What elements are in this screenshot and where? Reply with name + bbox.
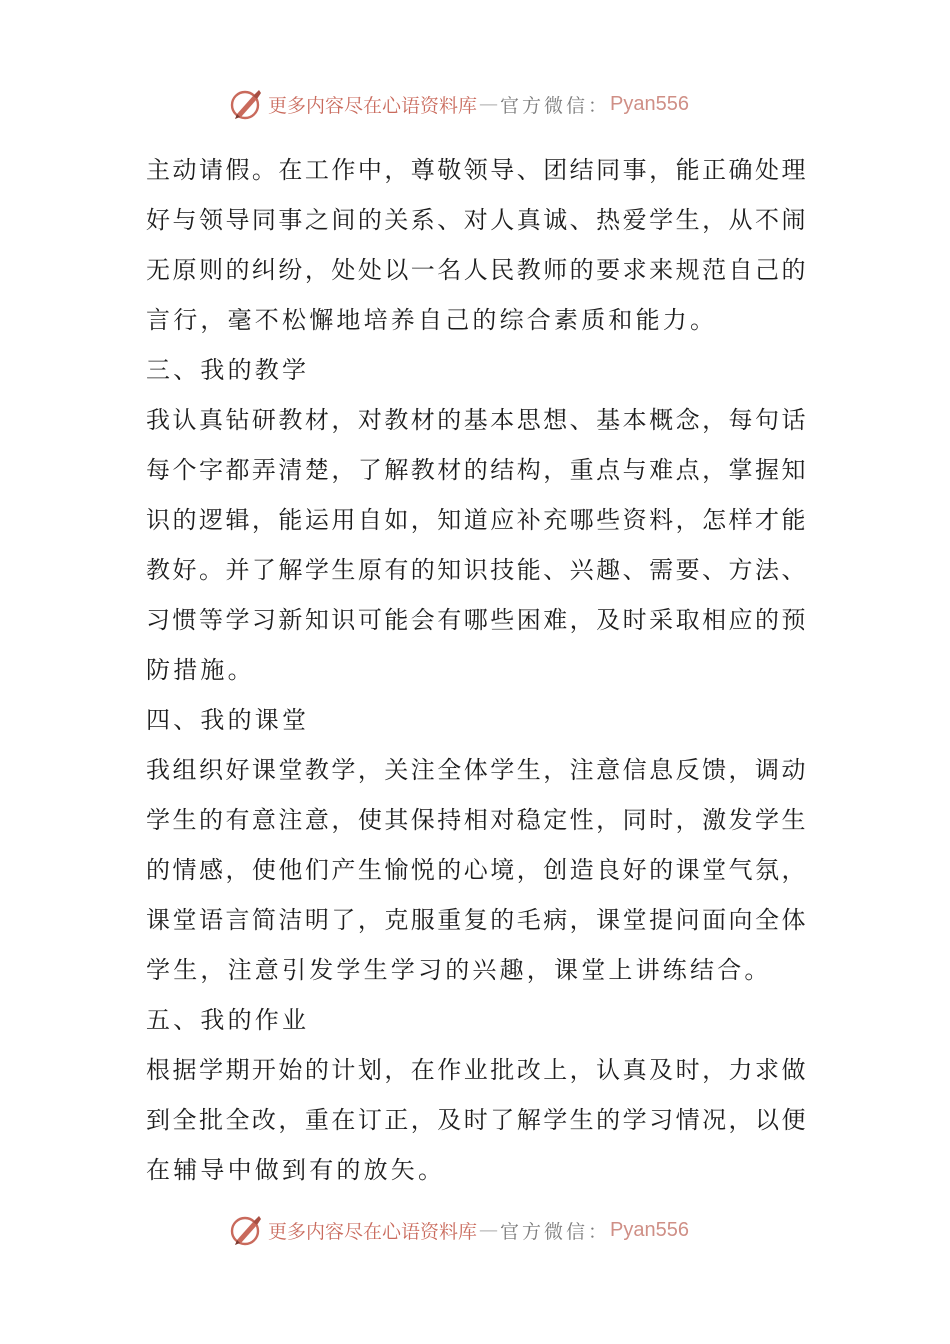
body-line: 在辅导中做到有的放矢。 — [146, 1156, 446, 1184]
section-heading: 五、我的作业 — [146, 1006, 310, 1034]
watermark-wechat-label: 官方微信： — [500, 1220, 611, 1243]
body-line: 识的逻辑，能运用自如，知道应补充哪些资料，怎样才能 — [146, 506, 808, 534]
watermark-main-text: 更多内容尽在心语资料库 — [268, 94, 478, 117]
section-heading: 四、我的课堂 — [146, 706, 310, 734]
watermark-wechat-id: Pyan556 — [610, 1218, 689, 1241]
watermark-dash: — — [479, 1219, 499, 1241]
watermark-dash: — — [479, 93, 499, 115]
footer-watermark — [228, 1210, 748, 1250]
body-line: 言行，毫不松懈地培养自己的综合素质和能力。 — [146, 306, 718, 334]
body-line: 我组织好课堂教学，关注全体学生，注意信息反馈，调动 — [146, 756, 808, 784]
body-line: 学生的有意注意，使其保持相对稳定性，同时，激发学生 — [146, 806, 808, 834]
body-line: 的情感，使他们产生愉悦的心境，创造良好的课堂气氛， — [146, 856, 808, 884]
watermark-wechat-id: Pyan556 — [610, 92, 689, 115]
section-heading: 三、我的教学 — [146, 356, 310, 384]
body-line: 学生，注意引发学生学习的兴趣，课堂上讲练结合。 — [146, 956, 772, 984]
header-watermark — [228, 84, 748, 124]
body-line: 习惯等学习新知识可能会有哪些困难，及时采取相应的预 — [146, 606, 808, 634]
body-line: 到全批全改，重在订正，及时了解学生的学习情况，以便 — [146, 1106, 808, 1134]
document-body — [146, 145, 811, 1195]
body-line: 我认真钻研教材，对教材的基本思想、基本概念，每句话 — [146, 406, 808, 434]
body-line: 无原则的纠纷，处处以一名人民教师的要求来规范自己的 — [146, 256, 808, 284]
body-line: 好与领导同事之间的关系、对人真诚、热爱学生，从不闹 — [146, 206, 808, 234]
body-line: 教好。并了解学生原有的知识技能、兴趣、需要、方法、 — [146, 556, 808, 584]
watermark-wechat-label: 官方微信： — [500, 94, 611, 117]
body-line: 每个字都弄清楚，了解教材的结构，重点与难点，掌握知 — [146, 456, 808, 484]
watermark-main-text: 更多内容尽在心语资料库 — [268, 1220, 478, 1243]
pen-logo-icon — [228, 86, 264, 122]
body-line: 根据学期开始的计划，在作业批改上，认真及时，力求做 — [146, 1056, 808, 1084]
body-line: 主动请假。在工作中，尊敬领导、团结同事，能正确处理 — [146, 156, 808, 184]
pen-logo-icon — [228, 1212, 264, 1248]
body-line: 防措施。 — [146, 656, 255, 684]
body-line: 课堂语言简洁明了，克服重复的毛病，课堂提问面向全体 — [146, 906, 808, 934]
